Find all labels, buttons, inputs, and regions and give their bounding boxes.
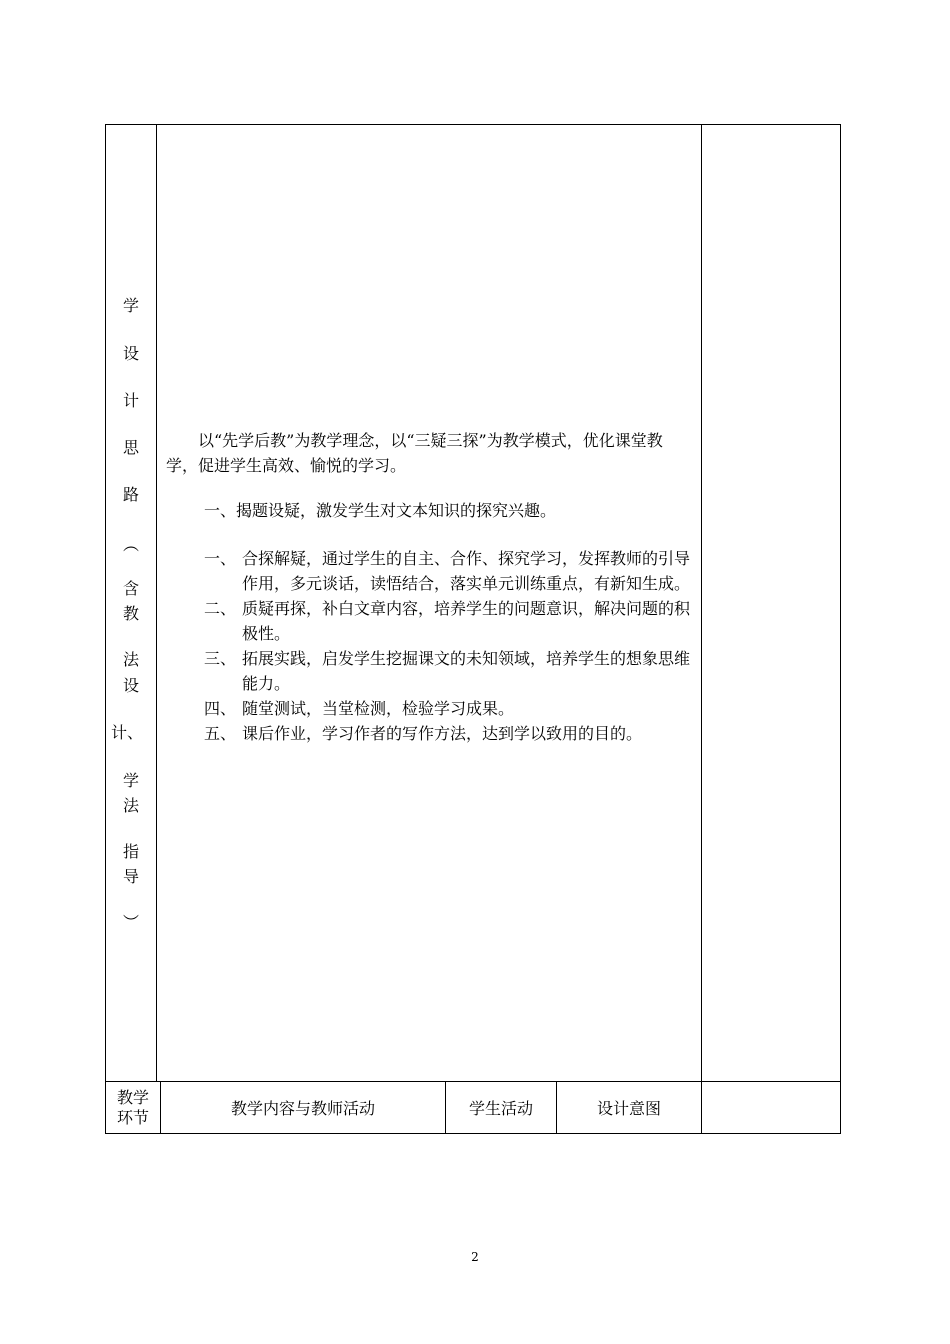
list-item-number: 三、 (204, 649, 237, 668)
header-student-activity: 学生活动 (468, 1099, 533, 1118)
side-label-char: 设 (122, 344, 139, 363)
side-label-char: 含 (122, 579, 139, 598)
side-label-char: 法 (122, 650, 139, 669)
header-empty-cell (702, 1082, 840, 1133)
list-item (166, 646, 694, 696)
header-teaching-phase-line2: 环节 (116, 1107, 149, 1127)
header-teaching-phase-line1: 教学 (116, 1087, 149, 1107)
list-item-text: 合探解疑，通过学生的自主、合作、探究学习，发挥教师的引导作用，多元谈话，读悟结合，落实单元训练重点，有新知生成。 (242, 549, 691, 593)
list-item (166, 546, 694, 596)
page-number: 2 (471, 1250, 479, 1264)
header-teaching-phase (106, 1082, 160, 1133)
list-item-number: 四、 (204, 699, 237, 718)
label-column-divider (156, 124, 157, 1082)
side-label-char: 指 (122, 842, 139, 861)
side-label-char: 学 (122, 771, 139, 790)
header-content-teacher-activity: 教学内容与教师活动 (230, 1099, 375, 1118)
list-item-text: 随堂测试，当堂检测，检验学习成果。 (242, 699, 515, 718)
side-label-char: 路 (122, 485, 139, 504)
side-label-char: 计、 (110, 723, 143, 742)
side-label-char: ︵ (122, 535, 139, 554)
notes-column-divider (701, 124, 702, 1134)
header-design-intent: 设计意图 (596, 1099, 661, 1118)
table-bottom-border (105, 1133, 841, 1134)
side-label-char: 教 (122, 604, 139, 623)
list-item-number: 二、 (204, 599, 237, 618)
list-item (166, 696, 694, 721)
list-item-text: 课后作业，学习作者的写作方法，达到学以致用的目的。 (242, 724, 643, 743)
list-item-number: 五、 (204, 724, 237, 743)
side-label-char: 计 (122, 391, 139, 410)
intro-paragraph: 以“先学后教”为教学理念，以“三疑三探”为教学模式，优化课堂教学，促进学生高效、愉悦的学习。 (166, 431, 663, 475)
side-label-char: 导 (122, 867, 139, 886)
side-label-char: ︶ (122, 913, 139, 932)
step-item-first: 一、揭题设疑，激发学生对文本知识的探究兴趣。 (204, 501, 557, 520)
side-label-char: 设 (122, 676, 139, 695)
list-item (166, 721, 694, 746)
side-label-char: 思 (122, 438, 139, 457)
list-item (166, 596, 694, 646)
side-label-char: 法 (122, 796, 139, 815)
step-list (166, 546, 694, 746)
list-item-text: 质疑再探，补白文章内容，培养学生的问题意识，解决问题的积极性。 (242, 599, 691, 643)
table-top-border (105, 124, 841, 125)
table-right-border (840, 124, 841, 1134)
table-left-border (105, 124, 106, 1134)
list-item-number: 一、 (204, 549, 237, 568)
design-idea-content (166, 428, 694, 746)
list-item-text: 拓展实践，启发学生挖掘课文的未知领域，培养学生的想象思维能力。 (242, 649, 691, 693)
side-label-char: 学 (122, 296, 139, 315)
